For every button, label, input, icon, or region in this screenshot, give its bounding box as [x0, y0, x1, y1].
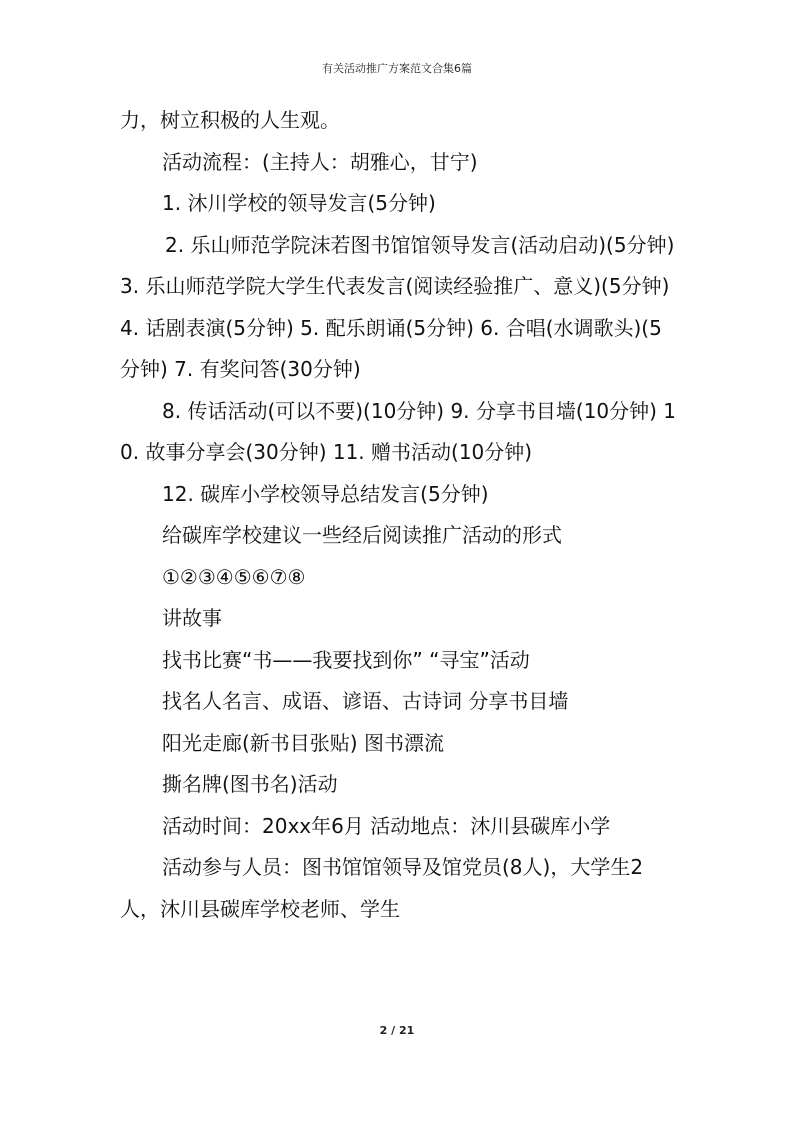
paragraph-11: 找名人名言、成语、谚语、古诗词 分享书目墙	[162, 689, 569, 713]
paragraph-12: 阳光走廊(新书目张贴) 图书漂流	[162, 730, 444, 755]
paragraph-1: 力，树立积极的人生观。	[120, 108, 340, 132]
paragraph-14: 活动时间：20xx年6月 活动地点：沐川县碳库小学	[162, 813, 611, 838]
paragraph-6: 12. 碳库小学校领导总结发言(5分钟)	[162, 481, 489, 506]
paragraph-5: 8. 传话活动(可以不要)(10分钟) 9. 分享书目墙(10分钟) 10. 故事分享会(30分钟) 11. 赠书活动(10分钟)	[120, 398, 677, 464]
paragraph-3: 1. 沐川学校的领导发言(5分钟)	[162, 191, 436, 215]
document-body	[120, 100, 678, 930]
paragraph-8: ①②③④⑤⑥⑦⑧	[162, 564, 306, 589]
paragraph-9: 讲故事	[162, 606, 222, 630]
paragraph-7: 给碳库学校建议一些经后阅读推广活动的形式	[162, 523, 562, 547]
paragraph-15: 活动参与人员：图书馆馆领导及馆党员(8人)，大学生2人，沐川县碳库学校老师、学生	[120, 855, 644, 921]
paragraph-10: 找书比赛“书——我要找到你” “寻宝”活动	[162, 647, 530, 672]
paragraph-13: 撕名牌(图书名)活动	[162, 772, 338, 796]
page-number: 2 / 21	[379, 1024, 415, 1037]
paragraph-2: 活动流程：(主持人：胡雅心，甘宁)	[162, 149, 478, 174]
page-header: 有关活动推广方案范文合集6篇	[322, 62, 472, 75]
paragraph-4: 2. 乐山师范学院沫若图书馆馆领导发言(活动启动)(5分钟) 3. 乐山师范学院大学生代表发言(阅读经验推广、意义)(5分钟) 4. 话剧表演(5分钟) 5. 配乐朗诵(5分钟) 6. 合唱(水调歌头)(5分钟) 7. 有奖问答(30分钟)	[120, 232, 675, 381]
